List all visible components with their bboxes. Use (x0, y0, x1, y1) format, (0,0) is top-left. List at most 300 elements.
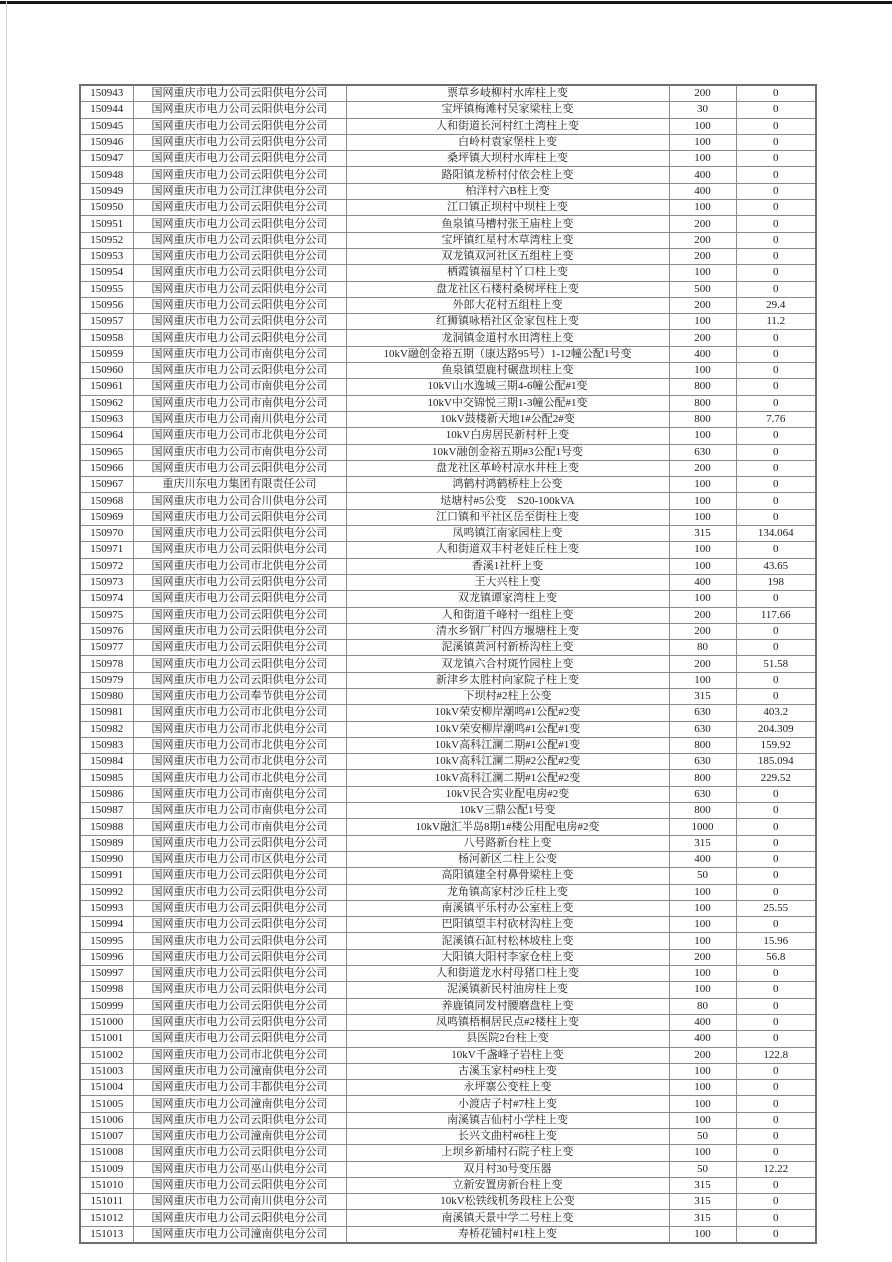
cell-value: 0 (736, 998, 816, 1014)
table-row (80, 1226, 816, 1243)
cell-company: 国网重庆市电力公司潼南供电分公司 (133, 1129, 346, 1145)
cell-capacity: 315 (669, 1177, 736, 1193)
table-row (80, 216, 816, 232)
cell-value: 0 (736, 167, 816, 183)
table-row (80, 1096, 816, 1112)
cell-row-id: 150981 (80, 705, 133, 721)
cell-capacity: 630 (669, 705, 736, 721)
cell-station: 寿桥花铺村#1柱上变 (346, 1226, 669, 1243)
cell-row-id: 150948 (80, 167, 133, 183)
cell-station: 南溪镇吉仙村小学柱上变 (346, 1112, 669, 1128)
cell-value: 51.58 (736, 656, 816, 672)
cell-company: 国网重庆市电力公司云阳供电分公司 (133, 134, 346, 150)
cell-station: 10kV高科江澜二期#2公配#2变 (346, 754, 669, 770)
cell-row-id: 150979 (80, 672, 133, 688)
cell-value: 0 (736, 591, 816, 607)
table-row (80, 395, 816, 411)
cell-value: 0 (736, 1080, 816, 1096)
cell-company: 国网重庆市电力公司南川供电分公司 (133, 411, 346, 427)
cell-company: 国网重庆市电力公司云阳供电分公司 (133, 949, 346, 965)
cell-row-id: 150992 (80, 884, 133, 900)
cell-value: 0 (736, 966, 816, 982)
table-row (80, 1014, 816, 1030)
cell-row-id: 150964 (80, 428, 133, 444)
cell-company: 国网重庆市电力公司云阳供电分公司 (133, 868, 346, 884)
cell-station: 人和街道千峰村一组柱上变 (346, 607, 669, 623)
cell-company: 国网重庆市电力公司云阳供电分公司 (133, 102, 346, 118)
table-row (80, 1194, 816, 1210)
cell-row-id: 150959 (80, 346, 133, 362)
cell-capacity: 630 (669, 786, 736, 802)
cell-capacity: 100 (669, 933, 736, 949)
cell-row-id: 150989 (80, 835, 133, 851)
cell-row-id: 150994 (80, 917, 133, 933)
cell-value: 198 (736, 574, 816, 590)
cell-row-id: 150996 (80, 949, 133, 965)
cell-row-id: 150998 (80, 982, 133, 998)
cell-company: 国网重庆市电力公司云阳供电分公司 (133, 900, 346, 916)
cell-station: 10kV融创金裕五期#3公配1号变 (346, 444, 669, 460)
cell-company: 国网重庆市电力公司云阳供电分公司 (133, 835, 346, 851)
table-row (80, 1047, 816, 1063)
cell-station: 高阳镇建全村鼻骨梁柱上变 (346, 868, 669, 884)
cell-capacity: 800 (669, 737, 736, 753)
table-row (80, 884, 816, 900)
cell-row-id: 151009 (80, 1161, 133, 1177)
cell-value: 0 (736, 982, 816, 998)
cell-row-id: 150976 (80, 623, 133, 639)
table-row (80, 1177, 816, 1193)
cell-station: 龙角镇高家村沙丘柱上变 (346, 884, 669, 900)
cell-station: 柏洋村六B柱上变 (346, 183, 669, 199)
cell-row-id: 151000 (80, 1014, 133, 1030)
cell-capacity: 630 (669, 754, 736, 770)
cell-station: 双龙镇谭家湾柱上变 (346, 591, 669, 607)
table-row (80, 688, 816, 704)
cell-capacity: 100 (669, 314, 736, 330)
cell-row-id: 150945 (80, 118, 133, 134)
cell-value: 0 (736, 509, 816, 525)
table-row (80, 183, 816, 199)
cell-row-id: 151004 (80, 1080, 133, 1096)
page-margin-guide (6, 0, 7, 1262)
cell-company: 国网重庆市电力公司市北供电分公司 (133, 721, 346, 737)
cell-row-id: 150974 (80, 591, 133, 607)
table-row (80, 1031, 816, 1047)
cell-capacity: 100 (669, 1226, 736, 1243)
cell-row-id: 151003 (80, 1063, 133, 1079)
cell-value: 0 (736, 1177, 816, 1193)
table-row (80, 363, 816, 379)
cell-row-id: 150958 (80, 330, 133, 346)
cell-station: 宝坪镇梅滩村吴家梁柱上变 (346, 102, 669, 118)
cell-station: 双龙镇六合村斑竹园柱上变 (346, 656, 669, 672)
cell-station: 白岭村袁家堡柱上变 (346, 134, 669, 150)
cell-value: 0 (736, 477, 816, 493)
cell-value: 29.4 (736, 297, 816, 313)
cell-capacity: 100 (669, 265, 736, 281)
cell-capacity: 200 (669, 656, 736, 672)
cell-row-id: 150954 (80, 265, 133, 281)
cell-capacity: 800 (669, 379, 736, 395)
table-row (80, 200, 816, 216)
cell-station: 人和街道长河村红土湾柱上变 (346, 118, 669, 134)
cell-capacity: 200 (669, 85, 736, 102)
cell-value: 0 (736, 1096, 816, 1112)
cell-company: 国网重庆市电力公司江津供电分公司 (133, 183, 346, 199)
table-row (80, 444, 816, 460)
cell-row-id: 151013 (80, 1226, 133, 1243)
cell-station: 人和街道双丰村老娃丘柱上变 (346, 542, 669, 558)
cell-company: 国网重庆市电力公司市南供电分公司 (133, 346, 346, 362)
cell-company: 国网重庆市电力公司云阳供电分公司 (133, 884, 346, 900)
cell-station: 人和街道龙水村母猪口柱上变 (346, 966, 669, 982)
cell-value: 159.92 (736, 737, 816, 753)
cell-company: 国网重庆市电力公司合川供电分公司 (133, 493, 346, 509)
cell-value: 204.309 (736, 721, 816, 737)
cell-company: 国网重庆市电力公司云阳供电分公司 (133, 118, 346, 134)
table-row (80, 737, 816, 753)
cell-value: 0 (736, 248, 816, 264)
cell-station: 桑坪镇大坝村水库柱上变 (346, 151, 669, 167)
table-row (80, 1063, 816, 1079)
cell-value: 0 (736, 151, 816, 167)
cell-company: 国网重庆市电力公司南川供电分公司 (133, 1194, 346, 1210)
table-row (80, 134, 816, 150)
cell-row-id: 150997 (80, 966, 133, 982)
cell-row-id: 150988 (80, 819, 133, 835)
cell-row-id: 150972 (80, 558, 133, 574)
cell-capacity: 100 (669, 542, 736, 558)
cell-value: 0 (736, 85, 816, 102)
cell-station: 上坝乡新埔村石院子柱上变 (346, 1145, 669, 1161)
cell-company: 国网重庆市电力公司云阳供电分公司 (133, 509, 346, 525)
cell-company: 国网重庆市电力公司云阳供电分公司 (133, 363, 346, 379)
table-row (80, 477, 816, 493)
cell-row-id: 150984 (80, 754, 133, 770)
table-row (80, 705, 816, 721)
cell-company: 国网重庆市电力公司市区供电分公司 (133, 851, 346, 867)
cell-value: 0 (736, 688, 816, 704)
table-row (80, 770, 816, 786)
cell-value: 0 (736, 1210, 816, 1226)
cell-company: 国网重庆市电力公司云阳供电分公司 (133, 1145, 346, 1161)
cell-station: 10kV三鼎公配1号变 (346, 803, 669, 819)
cell-station: 10kV融汇半岛8期1#楼公用配电房#2变 (346, 819, 669, 835)
cell-company: 国网重庆市电力公司云阳供电分公司 (133, 623, 346, 639)
cell-company: 国网重庆市电力公司云阳供电分公司 (133, 998, 346, 1014)
cell-value: 0 (736, 134, 816, 150)
table-row (80, 1145, 816, 1161)
cell-value: 134.064 (736, 526, 816, 542)
cell-capacity: 80 (669, 640, 736, 656)
cell-value: 0 (736, 330, 816, 346)
cell-value: 0 (736, 542, 816, 558)
cell-station: 栖霞镇福星村丫口柱上变 (346, 265, 669, 281)
cell-station: 江口镇和平社区岳至街柱上变 (346, 509, 669, 525)
table-row (80, 379, 816, 395)
cell-capacity: 315 (669, 688, 736, 704)
cell-row-id: 150968 (80, 493, 133, 509)
cell-row-id: 150955 (80, 281, 133, 297)
cell-row-id: 150950 (80, 200, 133, 216)
cell-station: 泥溪镇石缸村松林坡柱上变 (346, 933, 669, 949)
cell-capacity: 315 (669, 526, 736, 542)
cell-station: 县医院2台柱上变 (346, 1031, 669, 1047)
cell-company: 国网重庆市电力公司市北供电分公司 (133, 1047, 346, 1063)
cell-station: 宝坪镇红星村木草湾柱上变 (346, 232, 669, 248)
cell-row-id: 150951 (80, 216, 133, 232)
cell-row-id: 150967 (80, 477, 133, 493)
cell-company: 国网重庆市电力公司云阳供电分公司 (133, 526, 346, 542)
cell-capacity: 100 (669, 477, 736, 493)
cell-station: 外郎大花村五组柱上变 (346, 297, 669, 313)
cell-company: 国网重庆市电力公司潼南供电分公司 (133, 1226, 346, 1243)
cell-capacity: 315 (669, 1194, 736, 1210)
table-row (80, 428, 816, 444)
cell-station: 凤鸣镇江南家园柱上变 (346, 526, 669, 542)
cell-company: 国网重庆市电力公司云阳供电分公司 (133, 982, 346, 998)
cell-station: 垯塘村#5公变 S20-100kVA (346, 493, 669, 509)
cell-station: 大阳镇大阳村李家仓柱上变 (346, 949, 669, 965)
cell-value: 0 (736, 672, 816, 688)
cell-company: 国网重庆市电力公司潼南供电分公司 (133, 1096, 346, 1112)
cell-row-id: 150953 (80, 248, 133, 264)
cell-value: 0 (736, 460, 816, 476)
table-row (80, 803, 816, 819)
cell-station: 10kV高科江澜二期#1公配#2变 (346, 770, 669, 786)
cell-row-id: 151008 (80, 1145, 133, 1161)
table-row (80, 346, 816, 362)
cell-company: 国网重庆市电力公司云阳供电分公司 (133, 542, 346, 558)
cell-company: 国网重庆市电力公司丰都供电分公司 (133, 1080, 346, 1096)
cell-value: 0 (736, 917, 816, 933)
cell-station: 票草乡岐柳村水库柱上变 (346, 85, 669, 102)
cell-station: 香溪1社杆上变 (346, 558, 669, 574)
cell-value: 11.2 (736, 314, 816, 330)
cell-company: 国网重庆市电力公司市南供电分公司 (133, 819, 346, 835)
cell-capacity: 800 (669, 770, 736, 786)
cell-row-id: 150963 (80, 411, 133, 427)
cell-company: 国网重庆市电力公司云阳供电分公司 (133, 1031, 346, 1047)
cell-row-id: 150969 (80, 509, 133, 525)
cell-company: 国网重庆市电力公司市北供电分公司 (133, 558, 346, 574)
cell-value: 0 (736, 623, 816, 639)
table-row (80, 672, 816, 688)
cell-company: 国网重庆市电力公司云阳供电分公司 (133, 216, 346, 232)
table-row (80, 868, 816, 884)
cell-value: 122.8 (736, 1047, 816, 1063)
cell-row-id: 150983 (80, 737, 133, 753)
table-row (80, 460, 816, 476)
cell-value: 0 (736, 281, 816, 297)
cell-row-id: 150977 (80, 640, 133, 656)
cell-station: 古溪玉家村#9柱上变 (346, 1063, 669, 1079)
cell-value: 7.76 (736, 411, 816, 427)
cell-station: 清水乡钢厂村四方堰塘柱上变 (346, 623, 669, 639)
cell-company: 国网重庆市电力公司云阳供电分公司 (133, 1112, 346, 1128)
cell-capacity: 400 (669, 183, 736, 199)
cell-value: 0 (736, 1063, 816, 1079)
cell-company: 国网重庆市电力公司云阳供电分公司 (133, 966, 346, 982)
cell-station: 南溪镇天景中学二号柱上变 (346, 1210, 669, 1226)
cell-row-id: 150978 (80, 656, 133, 672)
cell-company: 国网重庆市电力公司云阳供电分公司 (133, 151, 346, 167)
table-row (80, 542, 816, 558)
cell-capacity: 200 (669, 297, 736, 313)
cell-value: 117.66 (736, 607, 816, 623)
table-row (80, 786, 816, 802)
cell-value: 0 (736, 444, 816, 460)
cell-station: 南溪镇平乐村办公室柱上变 (346, 900, 669, 916)
cell-capacity: 200 (669, 607, 736, 623)
cell-value: 185.094 (736, 754, 816, 770)
cell-company: 国网重庆市电力公司市北供电分公司 (133, 428, 346, 444)
cell-station: 小渡店子村#7柱上变 (346, 1096, 669, 1112)
cell-station: 10kV松铁线机务段柱上公变 (346, 1194, 669, 1210)
cell-company: 国网重庆市电力公司云阳供电分公司 (133, 1014, 346, 1030)
cell-capacity: 630 (669, 444, 736, 460)
table-row (80, 151, 816, 167)
cell-station: 养鹿镇同发村腰磨盘柱上变 (346, 998, 669, 1014)
cell-value: 0 (736, 1014, 816, 1030)
table-row (80, 85, 816, 102)
cell-capacity: 100 (669, 1112, 736, 1128)
table-row (80, 493, 816, 509)
table-row (80, 982, 816, 998)
cell-row-id: 150995 (80, 933, 133, 949)
table-row (80, 900, 816, 916)
cell-capacity: 100 (669, 428, 736, 444)
table-row (80, 656, 816, 672)
cell-value: 229.52 (736, 770, 816, 786)
cell-value: 0 (736, 851, 816, 867)
cell-station: 下坝村#2柱上公变 (346, 688, 669, 704)
transformer-table (79, 84, 817, 1244)
cell-value: 0 (736, 395, 816, 411)
cell-value: 0 (736, 216, 816, 232)
cell-value: 0 (736, 640, 816, 656)
cell-company: 国网重庆市电力公司潼南供电分公司 (133, 1063, 346, 1079)
table-row (80, 1080, 816, 1096)
cell-station: 路阳镇龙桥村付依会柱上变 (346, 167, 669, 183)
cell-capacity: 80 (669, 998, 736, 1014)
cell-station: 10kV民合实业配电房#2变 (346, 786, 669, 802)
cell-station: 10kV融创金裕五期（康达路95号）1-12幢公配1号变 (346, 346, 669, 362)
cell-row-id: 150993 (80, 900, 133, 916)
cell-station: 泥溪镇黄河村新桥沟柱上变 (346, 640, 669, 656)
table-row (80, 754, 816, 770)
cell-company: 国网重庆市电力公司云阳供电分公司 (133, 607, 346, 623)
cell-capacity: 400 (669, 851, 736, 867)
cell-company: 国网重庆市电力公司云阳供电分公司 (133, 330, 346, 346)
cell-capacity: 200 (669, 248, 736, 264)
table-row (80, 118, 816, 134)
cell-row-id: 151006 (80, 1112, 133, 1128)
cell-station: 双月村30号变压器 (346, 1161, 669, 1177)
cell-capacity: 400 (669, 167, 736, 183)
cell-capacity: 800 (669, 411, 736, 427)
table-row (80, 102, 816, 118)
cell-station: 新津乡太胜村向家院子柱上变 (346, 672, 669, 688)
cell-company: 国网重庆市电力公司市南供电分公司 (133, 786, 346, 802)
table-row (80, 966, 816, 982)
cell-row-id: 150947 (80, 151, 133, 167)
cell-capacity: 100 (669, 884, 736, 900)
cell-company: 国网重庆市电力公司云阳供电分公司 (133, 248, 346, 264)
transformer-table-body (80, 85, 816, 1243)
table-row (80, 167, 816, 183)
cell-station: 10kV千盏峰子岩柱上变 (346, 1047, 669, 1063)
cell-capacity: 400 (669, 574, 736, 590)
cell-value: 0 (736, 835, 816, 851)
table-row (80, 851, 816, 867)
cell-value: 0 (736, 428, 816, 444)
cell-capacity: 100 (669, 509, 736, 525)
cell-row-id: 150975 (80, 607, 133, 623)
cell-company: 国网重庆市电力公司云阳供电分公司 (133, 85, 346, 102)
cell-capacity: 400 (669, 1031, 736, 1047)
cell-row-id: 150957 (80, 314, 133, 330)
cell-station: 10kV荣安柳岸潮鸣#1公配#1变 (346, 721, 669, 737)
table-row (80, 248, 816, 264)
cell-row-id: 150960 (80, 363, 133, 379)
cell-capacity: 100 (669, 982, 736, 998)
cell-row-id: 150965 (80, 444, 133, 460)
table-row (80, 819, 816, 835)
cell-value: 0 (736, 232, 816, 248)
cell-station: 10kV中交锦悦三期1-3幢公配#1变 (346, 395, 669, 411)
cell-row-id: 150962 (80, 395, 133, 411)
cell-company: 国网重庆市电力公司市北供电分公司 (133, 737, 346, 753)
cell-capacity: 1000 (669, 819, 736, 835)
cell-row-id: 150999 (80, 998, 133, 1014)
cell-row-id: 150961 (80, 379, 133, 395)
cell-row-id: 151007 (80, 1129, 133, 1145)
cell-row-id: 150943 (80, 85, 133, 102)
cell-company: 国网重庆市电力公司市北供电分公司 (133, 754, 346, 770)
cell-company: 国网重庆市电力公司云阳供电分公司 (133, 574, 346, 590)
cell-station: 10kV鼓楼新天地1#公配2#变 (346, 411, 669, 427)
table-row (80, 314, 816, 330)
cell-capacity: 50 (669, 868, 736, 884)
cell-row-id: 150949 (80, 183, 133, 199)
cell-capacity: 100 (669, 558, 736, 574)
cell-value: 15.96 (736, 933, 816, 949)
cell-capacity: 200 (669, 460, 736, 476)
cell-value: 56.8 (736, 949, 816, 965)
cell-capacity: 100 (669, 118, 736, 134)
cell-capacity: 400 (669, 346, 736, 362)
cell-value: 0 (736, 803, 816, 819)
cell-capacity: 200 (669, 232, 736, 248)
cell-station: 鱼泉镇马槽村张王庙柱上变 (346, 216, 669, 232)
cell-value: 0 (736, 868, 816, 884)
cell-capacity: 30 (669, 102, 736, 118)
table-row (80, 949, 816, 965)
cell-capacity: 100 (669, 493, 736, 509)
cell-capacity: 100 (669, 1096, 736, 1112)
cell-capacity: 100 (669, 134, 736, 150)
cell-capacity: 100 (669, 1063, 736, 1079)
cell-station: 鸿鹤村鸿鹤桥柱上公变 (346, 477, 669, 493)
cell-value: 43.65 (736, 558, 816, 574)
cell-company: 国网重庆市电力公司奉节供电分公司 (133, 688, 346, 704)
cell-company: 国网重庆市电力公司云阳供电分公司 (133, 314, 346, 330)
cell-capacity: 100 (669, 900, 736, 916)
cell-company: 国网重庆市电力公司云阳供电分公司 (133, 933, 346, 949)
table-row (80, 623, 816, 639)
